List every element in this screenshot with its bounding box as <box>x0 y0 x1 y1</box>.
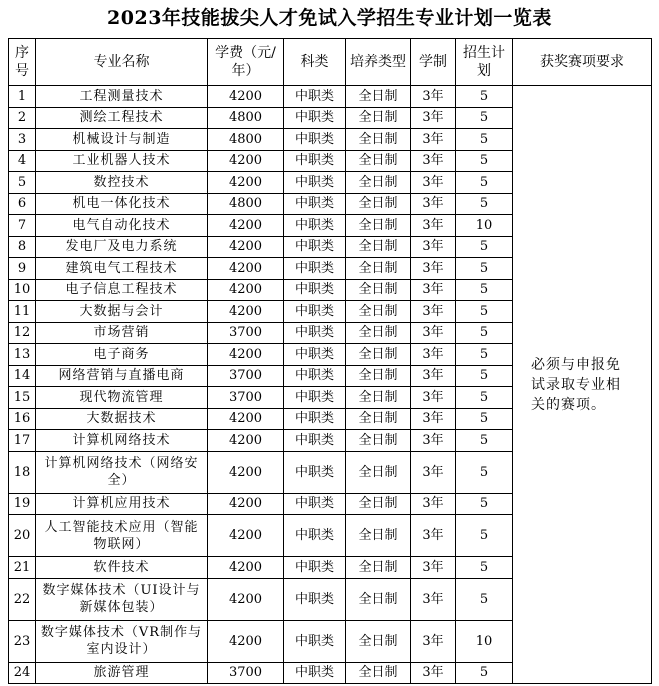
cell-fee: 4200 <box>208 301 284 323</box>
cell-mode: 全日制 <box>346 344 411 366</box>
cell-name: 计算机网络技术（网络安全） <box>36 451 208 493</box>
cell-fee: 4200 <box>208 344 284 366</box>
cell-seq: 8 <box>9 236 36 258</box>
header-seq: 序号 <box>9 39 36 86</box>
cell-duration: 3年 <box>411 493 456 515</box>
cell-name: 建筑电气工程技术 <box>36 258 208 280</box>
cell-duration: 3年 <box>411 430 456 452</box>
cell-quota: 5 <box>456 86 513 108</box>
cell-quota: 5 <box>456 493 513 515</box>
cell-mode: 全日制 <box>346 620 411 662</box>
cell-fee: 3700 <box>208 322 284 344</box>
cell-duration: 3年 <box>411 301 456 323</box>
cell-fee: 4800 <box>208 193 284 215</box>
cell-category: 中职类 <box>284 557 346 579</box>
cell-duration: 3年 <box>411 662 456 684</box>
cell-mode: 全日制 <box>346 193 411 215</box>
cell-fee: 4200 <box>208 258 284 280</box>
cell-mode: 全日制 <box>346 430 411 452</box>
cell-name: 数控技术 <box>36 172 208 194</box>
cell-quota: 5 <box>456 107 513 129</box>
cell-fee: 4800 <box>208 107 284 129</box>
cell-mode: 全日制 <box>346 557 411 579</box>
cell-category: 中职类 <box>284 301 346 323</box>
cell-category: 中职类 <box>284 322 346 344</box>
cell-category: 中职类 <box>284 86 346 108</box>
header-quota: 招生计划 <box>456 39 513 86</box>
cell-quota: 10 <box>456 215 513 237</box>
cell-fee: 4200 <box>208 408 284 430</box>
cell-name: 计算机网络技术 <box>36 430 208 452</box>
cell-quota: 5 <box>456 344 513 366</box>
table-row <box>9 86 652 108</box>
cell-duration: 3年 <box>411 322 456 344</box>
cell-duration: 3年 <box>411 215 456 237</box>
cell-fee: 4200 <box>208 451 284 493</box>
cell-name: 机电一体化技术 <box>36 193 208 215</box>
cell-mode: 全日制 <box>346 236 411 258</box>
cell-mode: 全日制 <box>346 662 411 684</box>
cell-fee: 4200 <box>208 172 284 194</box>
cell-name: 计算机应用技术 <box>36 493 208 515</box>
cell-category: 中职类 <box>284 129 346 151</box>
cell-name: 发电厂及电力系统 <box>36 236 208 258</box>
cell-name: 工程测量技术 <box>36 86 208 108</box>
cell-mode: 全日制 <box>346 215 411 237</box>
cell-mode: 全日制 <box>346 107 411 129</box>
cell-fee: 4200 <box>208 578 284 620</box>
cell-name: 数字媒体技术（VR制作与室内设计） <box>36 620 208 662</box>
cell-duration: 3年 <box>411 258 456 280</box>
cell-mode: 全日制 <box>346 451 411 493</box>
cell-seq: 20 <box>9 515 36 557</box>
cell-category: 中职类 <box>284 662 346 684</box>
cell-name: 数字媒体技术（UI设计与新媒体包装） <box>36 578 208 620</box>
cell-duration: 3年 <box>411 578 456 620</box>
cell-seq: 1 <box>9 86 36 108</box>
page-title: 2023年技能拔尖人才免试入学招生专业计划一览表 <box>107 7 552 29</box>
cell-quota: 5 <box>456 430 513 452</box>
cell-category: 中职类 <box>284 215 346 237</box>
cell-seq: 11 <box>9 301 36 323</box>
cell-fee: 4200 <box>208 86 284 108</box>
cell-fee: 4200 <box>208 215 284 237</box>
cell-fee: 4200 <box>208 236 284 258</box>
cell-quota: 5 <box>456 451 513 493</box>
cell-duration: 3年 <box>411 107 456 129</box>
cell-seq: 23 <box>9 620 36 662</box>
cell-quota: 5 <box>456 301 513 323</box>
cell-quota: 5 <box>456 365 513 387</box>
cell-category: 中职类 <box>284 236 346 258</box>
cell-mode: 全日制 <box>346 493 411 515</box>
cell-quota: 5 <box>456 387 513 409</box>
cell-name: 工业机器人技术 <box>36 150 208 172</box>
header-fee: 学费（元/年） <box>208 39 284 86</box>
cell-seq: 21 <box>9 557 36 579</box>
cell-category: 中职类 <box>284 493 346 515</box>
cell-seq: 16 <box>9 408 36 430</box>
cell-category: 中职类 <box>284 279 346 301</box>
cell-category: 中职类 <box>284 172 346 194</box>
cell-name: 旅游管理 <box>36 662 208 684</box>
cell-mode: 全日制 <box>346 408 411 430</box>
cell-duration: 3年 <box>411 129 456 151</box>
cell-duration: 3年 <box>411 193 456 215</box>
cell-name: 机械设计与制造 <box>36 129 208 151</box>
cell-fee: 4200 <box>208 150 284 172</box>
cell-seq: 12 <box>9 322 36 344</box>
cell-quota: 5 <box>456 172 513 194</box>
cell-duration: 3年 <box>411 387 456 409</box>
header-duration: 学制 <box>411 39 456 86</box>
cell-name: 软件技术 <box>36 557 208 579</box>
cell-seq: 18 <box>9 451 36 493</box>
cell-category: 中职类 <box>284 150 346 172</box>
cell-requirement: 必须与申报免试录取专业相关的赛项。 <box>513 86 652 684</box>
cell-category: 中职类 <box>284 451 346 493</box>
cell-fee: 4200 <box>208 493 284 515</box>
cell-duration: 3年 <box>411 408 456 430</box>
cell-fee: 4200 <box>208 557 284 579</box>
cell-name: 大数据技术 <box>36 408 208 430</box>
cell-fee: 4200 <box>208 430 284 452</box>
cell-name: 电子商务 <box>36 344 208 366</box>
header-name: 专业名称 <box>36 39 208 86</box>
cell-duration: 3年 <box>411 172 456 194</box>
cell-mode: 全日制 <box>346 129 411 151</box>
cell-quota: 5 <box>456 557 513 579</box>
cell-seq: 14 <box>9 365 36 387</box>
cell-name: 测绘工程技术 <box>36 107 208 129</box>
cell-quota: 5 <box>456 322 513 344</box>
cell-fee: 4800 <box>208 129 284 151</box>
cell-duration: 3年 <box>411 515 456 557</box>
cell-quota: 5 <box>456 258 513 280</box>
cell-category: 中职类 <box>284 430 346 452</box>
cell-quota: 10 <box>456 620 513 662</box>
cell-quota: 5 <box>456 129 513 151</box>
cell-category: 中职类 <box>284 365 346 387</box>
cell-name: 电气自动化技术 <box>36 215 208 237</box>
cell-quota: 5 <box>456 150 513 172</box>
cell-mode: 全日制 <box>346 301 411 323</box>
cell-quota: 5 <box>456 408 513 430</box>
cell-duration: 3年 <box>411 557 456 579</box>
cell-duration: 3年 <box>411 451 456 493</box>
cell-category: 中职类 <box>284 515 346 557</box>
cell-quota: 5 <box>456 236 513 258</box>
table-body <box>9 86 652 684</box>
cell-name: 人工智能技术应用（智能物联网） <box>36 515 208 557</box>
cell-seq: 2 <box>9 107 36 129</box>
cell-name: 网络营销与直播电商 <box>36 365 208 387</box>
cell-duration: 3年 <box>411 365 456 387</box>
cell-mode: 全日制 <box>346 150 411 172</box>
table-header-row <box>9 39 652 86</box>
cell-duration: 3年 <box>411 86 456 108</box>
cell-mode: 全日制 <box>346 172 411 194</box>
cell-duration: 3年 <box>411 279 456 301</box>
header-category: 科类 <box>284 39 346 86</box>
cell-category: 中职类 <box>284 578 346 620</box>
cell-seq: 6 <box>9 193 36 215</box>
cell-mode: 全日制 <box>346 365 411 387</box>
cell-mode: 全日制 <box>346 322 411 344</box>
cell-quota: 5 <box>456 193 513 215</box>
cell-seq: 17 <box>9 430 36 452</box>
cell-quota: 5 <box>456 578 513 620</box>
cell-name: 大数据与会计 <box>36 301 208 323</box>
cell-mode: 全日制 <box>346 86 411 108</box>
cell-quota: 5 <box>456 515 513 557</box>
cell-mode: 全日制 <box>346 387 411 409</box>
cell-duration: 3年 <box>411 236 456 258</box>
cell-seq: 7 <box>9 215 36 237</box>
cell-duration: 3年 <box>411 150 456 172</box>
cell-mode: 全日制 <box>346 515 411 557</box>
cell-category: 中职类 <box>284 258 346 280</box>
cell-seq: 10 <box>9 279 36 301</box>
cell-duration: 3年 <box>411 344 456 366</box>
cell-quota: 5 <box>456 662 513 684</box>
cell-name: 电子信息工程技术 <box>36 279 208 301</box>
cell-seq: 19 <box>9 493 36 515</box>
cell-seq: 22 <box>9 578 36 620</box>
cell-seq: 13 <box>9 344 36 366</box>
cell-category: 中职类 <box>284 193 346 215</box>
cell-seq: 24 <box>9 662 36 684</box>
cell-mode: 全日制 <box>346 279 411 301</box>
cell-category: 中职类 <box>284 344 346 366</box>
enrollment-plan-table <box>8 38 652 684</box>
header-requirement: 获奖赛项要求 <box>513 39 652 86</box>
cell-name: 市场营销 <box>36 322 208 344</box>
cell-category: 中职类 <box>284 408 346 430</box>
cell-fee: 4200 <box>208 620 284 662</box>
cell-seq: 5 <box>9 172 36 194</box>
cell-name: 现代物流管理 <box>36 387 208 409</box>
cell-duration: 3年 <box>411 620 456 662</box>
cell-category: 中职类 <box>284 387 346 409</box>
cell-fee: 3700 <box>208 365 284 387</box>
cell-fee: 3700 <box>208 387 284 409</box>
cell-mode: 全日制 <box>346 258 411 280</box>
cell-fee: 3700 <box>208 662 284 684</box>
cell-seq: 3 <box>9 129 36 151</box>
cell-category: 中职类 <box>284 620 346 662</box>
cell-quota: 5 <box>456 279 513 301</box>
cell-mode: 全日制 <box>346 578 411 620</box>
cell-seq: 9 <box>9 258 36 280</box>
cell-fee: 4200 <box>208 515 284 557</box>
cell-category: 中职类 <box>284 107 346 129</box>
cell-seq: 15 <box>9 387 36 409</box>
header-mode: 培养类型 <box>346 39 411 86</box>
cell-fee: 4200 <box>208 279 284 301</box>
cell-seq: 4 <box>9 150 36 172</box>
